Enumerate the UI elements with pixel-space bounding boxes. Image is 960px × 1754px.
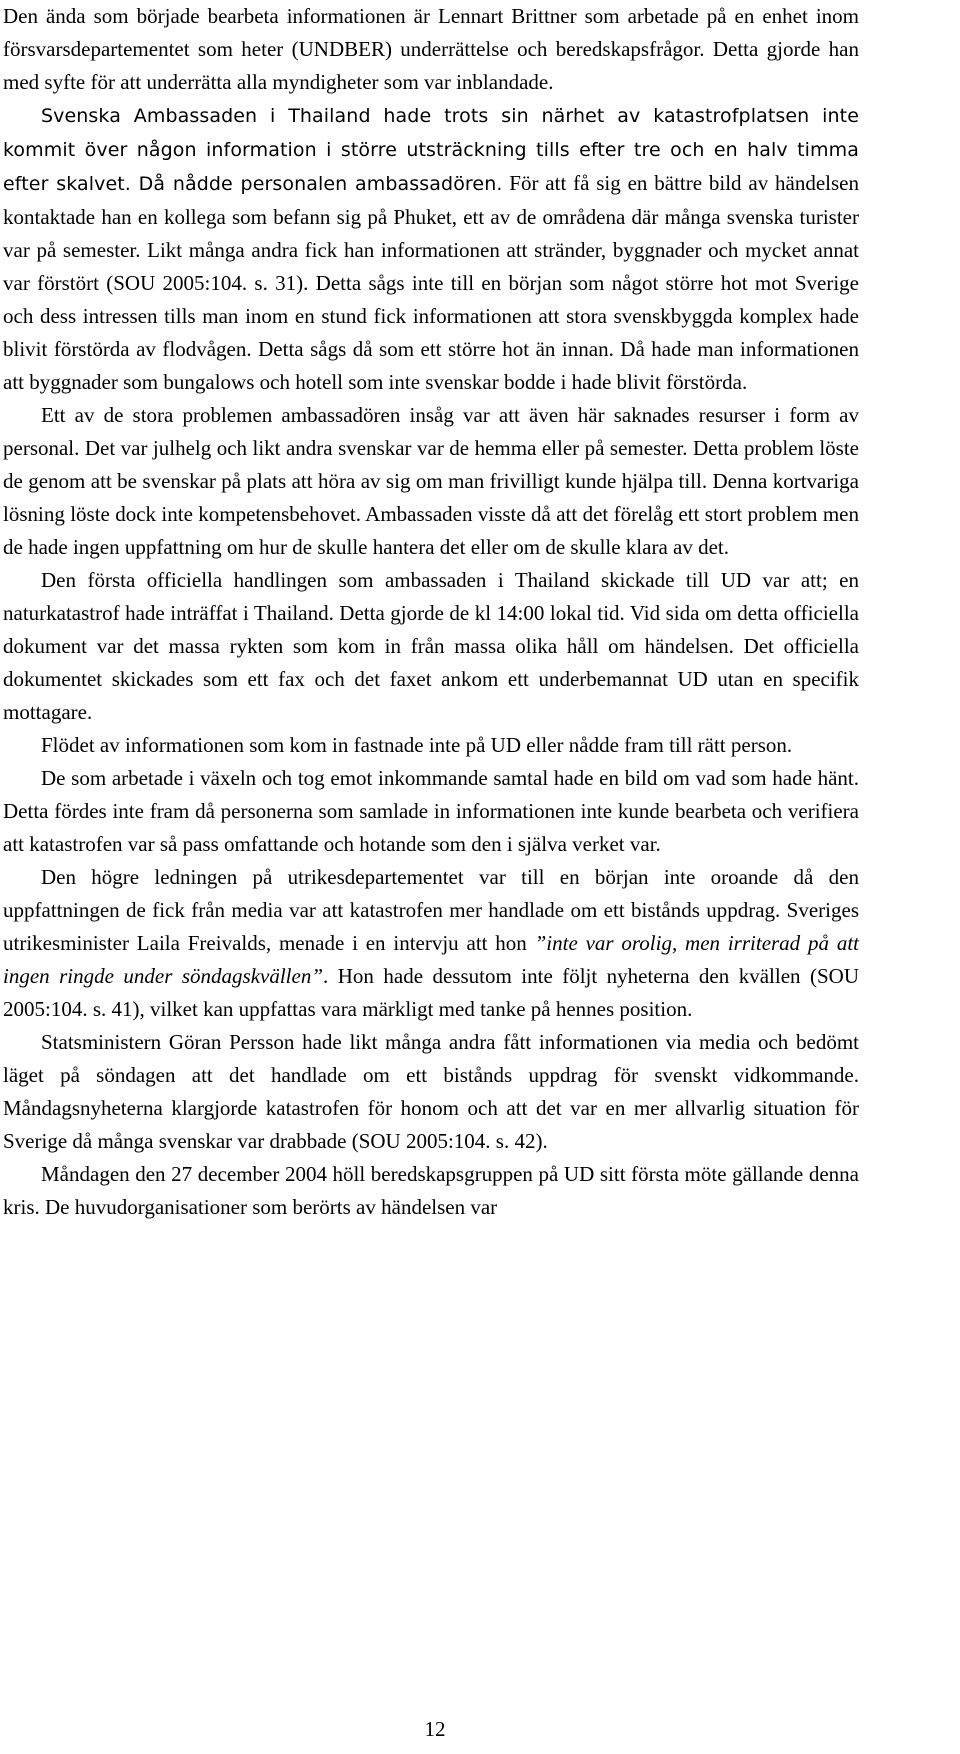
paragraph-2	[3, 99, 859, 399]
paragraph-2-text-d: Detta sågs inte till en början som något större hot mot Sverige och dess intressen tills man inom en stund fick informationen att stora svenskbyggda komplex hade blivit förstörda av flodvågen.	[3, 271, 859, 361]
page-number: 12	[424, 1717, 446, 1741]
paragraph-7	[3, 861, 859, 1026]
paragraph-5: Flödet av informationen som kom in fastnade inte på UD eller nådde fram till rätt person.	[41, 733, 793, 757]
paragraph-2-text-c: Likt många andra fick han informationen att stränder, byggnader och mycket annat var förstört (SOU 2005:104. s. 31).	[3, 238, 859, 295]
document-body	[3, 0, 859, 1224]
paragraph-2-text-e: Detta sågs då som ett större hot än innan.	[251, 337, 614, 361]
paragraph-2-text-b: För att få sig en bättre bild av händelsen kontaktade han en kollega som befann sig på Phuket, ett av de områdena där många svenska turister var på semester.	[3, 171, 859, 262]
paragraph-2-sans-text: Svenska Ambassaden i Thailand hade trots sin närhet av katastrofplatsen inte kommit över någon information i större utsträckning tills efter tre och en halv timma efter skalvet. Då nådde personalen ambassadören.	[3, 105, 859, 195]
paragraph-8: Statsministern Göran Persson hade likt många andra fått informationen via media och bedömt läget på söndagen att det handlade om ett bistånds uppdrag för svenskt vidkommande. Måndagsnyheterna klargjorde katastrofen för honom och att det var en mer allvarlig situation för Sverige då många svenskar var drabbade (SOU 2005:104. s. 42).	[3, 1030, 859, 1153]
paragraph-9: Måndagen den 27 december 2004 höll beredskapsgruppen på UD sitt första möte gällande denna kris. De huvudorganisationer som berörts av händelsen var	[3, 1162, 859, 1219]
paragraph-7-text-a: Den högre ledningen på utrikesdepartementet var till en början inte oroande då den uppfattningen de fick från media var att katastrofen mer handlade om ett bistånds uppdrag. Sveriges utrikesminister Laila Freivalds, menade i en intervju att hon	[3, 865, 859, 955]
paragraph-7-text-b: . Hon hade dessutom inte följt nyheterna den kvällen (SOU 2005:104. s. 41), vilket kan uppfattas vara märkligt med tanke på hennes position.	[3, 964, 859, 1021]
paragraph-7-quote: ”inte var orolig, men irriterad på att ingen ringde under söndagskvällen”	[3, 931, 859, 988]
paragraph-3: Ett av de stora problemen ambassadören insåg var att även här saknades resurser i form av personal. Det var julhelg och likt andra svenskar var de hemma eller på semester. Detta problem löste de genom att be svenskar på plats att höra av sig om man frivilligt kunde hjälpa till. Denna kortvariga lösning löste dock inte kompetensbehovet. Ambassaden visste då att det förelåg ett stort problem men de hade ingen uppfattning om hur de skulle hantera det eller om de skulle klara av det.	[3, 403, 859, 559]
paragraph-2-text-f: Då hade man informationen att byggnader som bungalows och hotell som inte svenskar bodde i hade blivit förstörda.	[3, 337, 860, 394]
paragraph-1: Den ända som började bearbeta informationen är Lennart Brittner som arbetade på en enhet inom försvarsdepartementet som heter (UNDBER) underrättelse och beredskapsfrågor. Detta gjorde han med syfte för att underrätta alla myndigheter som var inblandade.	[3, 4, 859, 94]
paragraph-4: Den första officiella handlingen som ambassaden i Thailand skickade till UD var att; en naturkatastrof hade inträffat i Thailand. Detta gjorde de kl 14:00 lokal tid. Vid sida om detta officiella dokument var det massa rykten som kom in från massa olika håll om händelsen. Det officiella dokumentet skickades som ett fax och det faxet ankom ett underbemannat UD utan en specifik mottagare.	[3, 568, 859, 724]
paragraph-6: De som arbetade i växeln och tog emot inkommande samtal hade en bild om vad som hade hänt. Detta fördes inte fram då personerna som samlade in informationen inte kunde bearbeta och verifiera att katastrofen var så pass omfattande och hotande som den i själva verket var.	[3, 766, 859, 856]
